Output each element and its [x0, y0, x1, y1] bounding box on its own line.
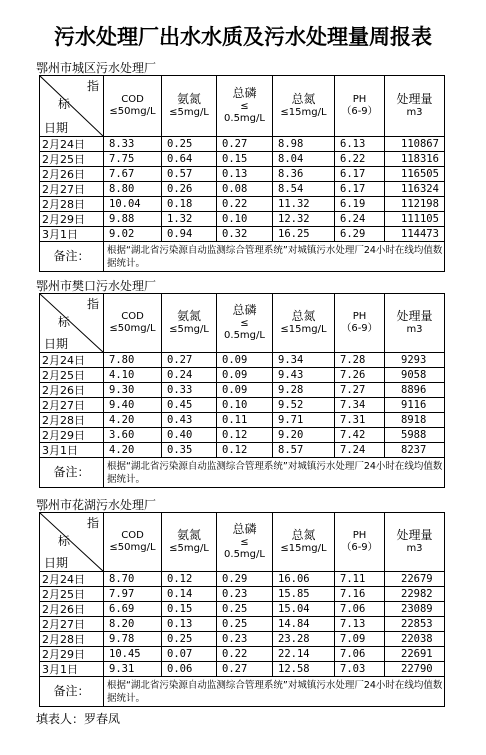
cell-ammonia: 0.57 [162, 167, 217, 182]
table-row [40, 398, 445, 413]
cell-tn: 9.20 [273, 428, 335, 443]
cell-date: 2月29日 [40, 647, 104, 662]
cell-ph: 7.06 [335, 647, 385, 662]
cell-cod: 9.30 [104, 383, 162, 398]
cell-date: 3月1日 [40, 443, 104, 458]
cell-volume: 116505 [385, 167, 445, 182]
note-row [40, 242, 445, 272]
diag-label-standard: 标 [58, 315, 71, 329]
cell-cod: 6.69 [104, 602, 162, 617]
cell-tp: 0.09 [217, 383, 273, 398]
cell-ph: 7.24 [335, 443, 385, 458]
cell-tp: 0.12 [217, 428, 273, 443]
cell-date: 3月1日 [40, 662, 104, 677]
cell-volume: 116324 [385, 182, 445, 197]
table-row [40, 197, 445, 212]
cell-ph: 6.29 [335, 227, 385, 242]
cell-tp: 0.25 [217, 617, 273, 632]
cell-date: 2月27日 [40, 182, 104, 197]
cell-volume: 118316 [385, 152, 445, 167]
cell-ammonia: 0.24 [162, 368, 217, 383]
cell-cod: 9.78 [104, 632, 162, 647]
cell-ph: 7.13 [335, 617, 385, 632]
header-volume: 处理量 m3 [385, 513, 445, 572]
table-row [40, 152, 445, 167]
diag-label-indicator: 指 [86, 79, 99, 93]
cell-cod: 9.40 [104, 398, 162, 413]
cell-cod: 4.20 [104, 413, 162, 428]
cell-volume: 22853 [385, 617, 445, 632]
header-ph: PH （6-9） [335, 513, 385, 572]
header-ammonia: 氨氮 ≤5mg/L [162, 294, 217, 353]
cell-cod: 3.60 [104, 428, 162, 443]
table-row [40, 368, 445, 383]
header-diagonal-cell [40, 76, 104, 137]
cell-cod: 9.88 [104, 212, 162, 227]
cell-date: 2月28日 [40, 632, 104, 647]
table-header-row [40, 76, 445, 137]
cell-ph: 7.42 [335, 428, 385, 443]
table-row [40, 662, 445, 677]
cell-date: 2月28日 [40, 413, 104, 428]
cell-date: 2月28日 [40, 197, 104, 212]
table-row [40, 428, 445, 443]
header-ph: PH （6-9） [335, 76, 385, 137]
cell-tn: 8.98 [273, 137, 335, 152]
cell-tp: 0.27 [217, 137, 273, 152]
table-row [40, 632, 445, 647]
cell-ph: 6.17 [335, 167, 385, 182]
cell-date: 2月27日 [40, 617, 104, 632]
cell-cod: 4.20 [104, 443, 162, 458]
cell-tn: 23.28 [273, 632, 335, 647]
cell-tn: 8.36 [273, 167, 335, 182]
cell-volume: 110867 [385, 137, 445, 152]
cell-cod: 8.33 [104, 137, 162, 152]
cell-tp: 0.27 [217, 662, 273, 677]
header-cod: COD ≤50mg/L [104, 513, 162, 572]
cell-tn: 9.28 [273, 383, 335, 398]
cell-ammonia: 0.13 [162, 617, 217, 632]
note-label: 备注： [40, 242, 104, 272]
cell-ph: 7.27 [335, 383, 385, 398]
cell-date: 2月25日 [40, 152, 104, 167]
cell-ph: 7.06 [335, 602, 385, 617]
cell-ammonia: 0.06 [162, 662, 217, 677]
cell-tp: 0.11 [217, 413, 273, 428]
cell-tp: 0.22 [217, 647, 273, 662]
cell-ammonia: 0.25 [162, 632, 217, 647]
cell-tn: 9.34 [273, 353, 335, 368]
cell-volume: 9058 [385, 368, 445, 383]
cell-tn: 14.84 [273, 617, 335, 632]
cell-volume: 5988 [385, 428, 445, 443]
table-row [40, 353, 445, 368]
header-total-nitrogen: 总氮 ≤15mg/L [273, 513, 335, 572]
cell-cod: 7.97 [104, 587, 162, 602]
cell-volume: 22790 [385, 662, 445, 677]
cell-cod: 10.45 [104, 647, 162, 662]
note-label: 备注： [40, 458, 104, 488]
report-table-urban [39, 75, 445, 272]
page-title: 污水处理厂出水水质及污水处理量周报表 [54, 24, 432, 49]
cell-date: 2月24日 [40, 353, 104, 368]
header-volume: 处理量 m3 [385, 76, 445, 137]
header-total-phosphorus: 总磷 ≤ 0.5mg/L [217, 513, 273, 572]
cell-cod: 4.10 [104, 368, 162, 383]
cell-ammonia: 0.12 [162, 572, 217, 587]
cell-tn: 9.52 [273, 398, 335, 413]
cell-ph: 7.26 [335, 368, 385, 383]
cell-date: 2月26日 [40, 167, 104, 182]
note-text: 根据“湖北省污染源自动监测综合管理系统”对城镇污水处理厂24小时在线均值数据统计。 [104, 242, 445, 272]
table-row [40, 617, 445, 632]
cell-ammonia: 0.40 [162, 428, 217, 443]
cell-ph: 7.03 [335, 662, 385, 677]
cell-ammonia: 0.07 [162, 647, 217, 662]
header-ammonia: 氨氮 ≤5mg/L [162, 513, 217, 572]
header-diagonal-cell [40, 513, 104, 572]
cell-cod: 9.31 [104, 662, 162, 677]
cell-volume: 22679 [385, 572, 445, 587]
cell-date: 2月25日 [40, 587, 104, 602]
cell-volume: 8918 [385, 413, 445, 428]
cell-ammonia: 0.94 [162, 227, 217, 242]
cell-ammonia: 0.43 [162, 413, 217, 428]
cell-tn: 15.04 [273, 602, 335, 617]
cell-volume: 22982 [385, 587, 445, 602]
cell-volume: 111105 [385, 212, 445, 227]
cell-tp: 0.23 [217, 632, 273, 647]
header-total-nitrogen: 总氮 ≤15mg/L [273, 76, 335, 137]
cell-date: 2月26日 [40, 602, 104, 617]
cell-ph: 6.17 [335, 182, 385, 197]
cell-cod: 8.20 [104, 617, 162, 632]
cell-volume: 23089 [385, 602, 445, 617]
table-row [40, 383, 445, 398]
note-text: 根据“湖北省污染源自动监测综合管理系统”对城镇污水处理厂24小时在线均值数据统计。 [104, 458, 445, 488]
diag-label-standard: 标 [58, 534, 71, 548]
header-cod: COD ≤50mg/L [104, 294, 162, 353]
cell-volume: 22691 [385, 647, 445, 662]
cell-ammonia: 1.32 [162, 212, 217, 227]
header-total-nitrogen: 总氮 ≤15mg/L [273, 294, 335, 353]
note-text: 根据“湖北省污染源自动监测综合管理系统”对城镇污水处理厂24小时在线均值数据统计。 [104, 677, 445, 707]
cell-date: 2月27日 [40, 398, 104, 413]
table-row [40, 167, 445, 182]
cell-volume: 112198 [385, 197, 445, 212]
cell-ph: 7.16 [335, 587, 385, 602]
cell-tn: 16.06 [273, 572, 335, 587]
cell-cod: 8.80 [104, 182, 162, 197]
diag-label-indicator: 指 [86, 297, 99, 311]
cell-tn: 8.04 [273, 152, 335, 167]
cell-date: 2月29日 [40, 212, 104, 227]
cell-tn: 8.54 [273, 182, 335, 197]
table-row [40, 443, 445, 458]
header-total-phosphorus: 总磷 ≤ 0.5mg/L [217, 294, 273, 353]
report-table-huahu [39, 512, 445, 707]
diag-label-date: 日期 [44, 337, 69, 351]
cell-tp: 0.13 [217, 167, 273, 182]
cell-ammonia: 0.35 [162, 443, 217, 458]
cell-ammonia: 0.15 [162, 602, 217, 617]
cell-tp: 0.10 [217, 212, 273, 227]
cell-ammonia: 0.25 [162, 137, 217, 152]
cell-ammonia: 0.27 [162, 353, 217, 368]
cell-cod: 7.80 [104, 353, 162, 368]
cell-tp: 0.29 [217, 572, 273, 587]
cell-ammonia: 0.14 [162, 587, 217, 602]
cell-tn: 22.14 [273, 647, 335, 662]
section-title-urban: 鄂州市城区污水处理厂 [36, 61, 157, 75]
cell-cod: 8.70 [104, 572, 162, 587]
cell-ammonia: 0.18 [162, 197, 217, 212]
cell-tp: 0.12 [217, 443, 273, 458]
section-title-huahu: 鄂州市花湖污水处理厂 [36, 498, 157, 512]
cell-volume: 8896 [385, 383, 445, 398]
table-header-row [40, 513, 445, 572]
table-row [40, 587, 445, 602]
cell-tp: 0.09 [217, 353, 273, 368]
cell-tn: 9.43 [273, 368, 335, 383]
cell-volume: 114473 [385, 227, 445, 242]
cell-tp: 0.32 [217, 227, 273, 242]
cell-volume: 8237 [385, 443, 445, 458]
table-header-row [40, 294, 445, 353]
header-ph: PH （6-9） [335, 294, 385, 353]
cell-date: 2月24日 [40, 572, 104, 587]
cell-tn: 12.58 [273, 662, 335, 677]
report-table-fankou [39, 293, 445, 488]
header-cod: COD ≤50mg/L [104, 76, 162, 137]
cell-tp: 0.22 [217, 197, 273, 212]
cell-ph: 7.28 [335, 353, 385, 368]
cell-tp: 0.09 [217, 368, 273, 383]
cell-tp: 0.23 [217, 587, 273, 602]
cell-date: 2月29日 [40, 428, 104, 443]
cell-ammonia: 0.26 [162, 182, 217, 197]
cell-ph: 6.13 [335, 137, 385, 152]
header-total-phosphorus: 总磷 ≤ 0.5mg/L [217, 76, 273, 137]
cell-tn: 11.32 [273, 197, 335, 212]
diag-label-indicator: 指 [86, 516, 99, 530]
cell-tp: 0.25 [217, 602, 273, 617]
cell-cod: 10.04 [104, 197, 162, 212]
cell-ph: 7.31 [335, 413, 385, 428]
cell-volume: 9116 [385, 398, 445, 413]
cell-ammonia: 0.45 [162, 398, 217, 413]
note-label: 备注： [40, 677, 104, 707]
cell-ammonia: 0.33 [162, 383, 217, 398]
cell-cod: 9.02 [104, 227, 162, 242]
table-row [40, 413, 445, 428]
cell-tp: 0.15 [217, 152, 273, 167]
cell-ammonia: 0.64 [162, 152, 217, 167]
header-volume: 处理量 m3 [385, 294, 445, 353]
table-row [40, 572, 445, 587]
cell-date: 2月24日 [40, 137, 104, 152]
cell-tn: 16.25 [273, 227, 335, 242]
header-ammonia: 氨氮 ≤5mg/L [162, 76, 217, 137]
cell-tn: 12.32 [273, 212, 335, 227]
diag-label-standard: 标 [58, 97, 71, 111]
cell-ph: 7.34 [335, 398, 385, 413]
form-filler: 填表人：罗春凤 [36, 712, 121, 726]
cell-ph: 6.22 [335, 152, 385, 167]
cell-date: 2月26日 [40, 383, 104, 398]
diag-label-date: 日期 [44, 121, 69, 135]
cell-date: 3月1日 [40, 227, 104, 242]
table-row [40, 647, 445, 662]
cell-tn: 9.71 [273, 413, 335, 428]
note-row [40, 677, 445, 707]
cell-cod: 7.75 [104, 152, 162, 167]
cell-ph: 6.24 [335, 212, 385, 227]
table-row [40, 602, 445, 617]
note-row [40, 458, 445, 488]
cell-date: 2月25日 [40, 368, 104, 383]
table-row [40, 212, 445, 227]
cell-tn: 15.85 [273, 587, 335, 602]
table-row [40, 137, 445, 152]
cell-cod: 7.67 [104, 167, 162, 182]
cell-ph: 7.09 [335, 632, 385, 647]
cell-tp: 0.08 [217, 182, 273, 197]
table-row [40, 182, 445, 197]
header-diagonal-cell [40, 294, 104, 353]
cell-ph: 6.19 [335, 197, 385, 212]
table-row [40, 227, 445, 242]
cell-volume: 22038 [385, 632, 445, 647]
diag-label-date: 日期 [44, 556, 69, 570]
cell-tn: 8.57 [273, 443, 335, 458]
cell-ph: 7.11 [335, 572, 385, 587]
section-title-fankou: 鄂州市樊口污水处理厂 [36, 279, 157, 293]
cell-tp: 0.10 [217, 398, 273, 413]
cell-volume: 9293 [385, 353, 445, 368]
